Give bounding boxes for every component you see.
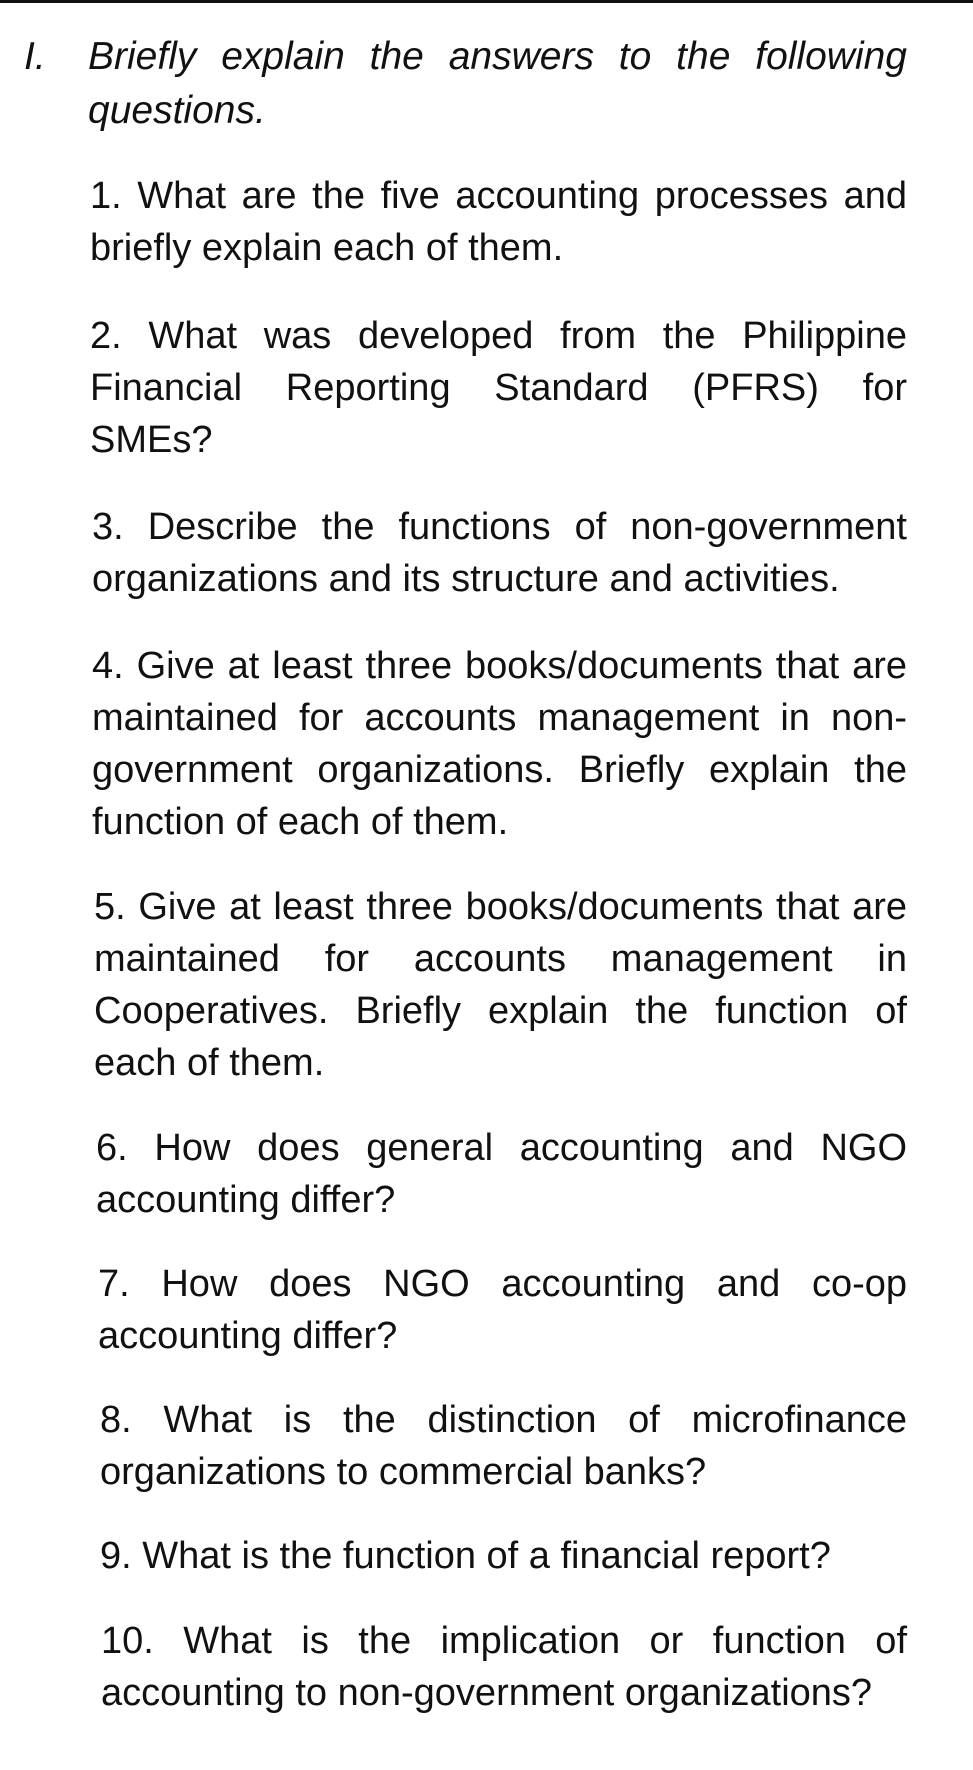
question-item: 7. How does NGO accounting and co-op accounting differ? <box>98 1263 907 1357</box>
question-item: 3. Describe the functions of non-government organizations and its structure and activities. <box>92 506 907 600</box>
question-item: 2. What was developed from the Philippine Financial Reporting Standard (PFRS) for SMEs? <box>90 315 907 461</box>
top-rule <box>0 0 973 3</box>
section-numeral: I. <box>24 35 46 78</box>
question-item: 6. How does general accounting and NGO accounting differ? <box>96 1127 907 1221</box>
question-section <box>0 30 973 138</box>
section-instruction: Briefly explain the answers to the following questions. <box>88 35 907 132</box>
section-header <box>0 30 973 138</box>
question-item: 10. What is the implication or function of accounting to non-government organizations? <box>101 1620 907 1714</box>
question-item: 9. What is the function of a financial report? <box>100 1535 831 1577</box>
question-item: 8. What is the distinction of microfinance organizations to commercial banks? <box>100 1399 907 1493</box>
question-item: 4. Give at least three books/documents that are maintained for accounts management in non-government organizations. Briefly explain the function of each of them. <box>92 645 907 843</box>
question-item: 1. What are the five accounting processes and briefly explain each of them. <box>90 175 907 269</box>
question-item: 5. Give at least three books/documents that are maintained for accounts management in Cooperatives. Briefly explain the function of each of them. <box>94 886 907 1084</box>
